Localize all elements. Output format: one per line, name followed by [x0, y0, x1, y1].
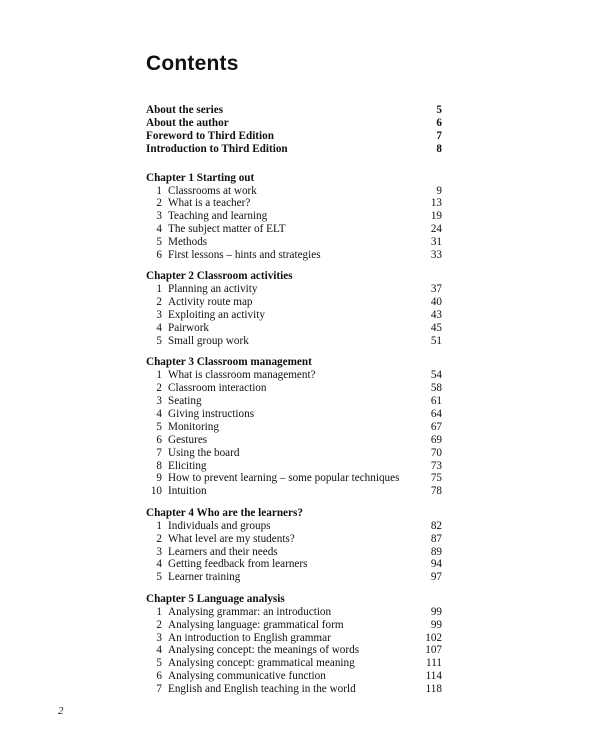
entry-title: Eliciting — [168, 459, 207, 472]
entry-label — [146, 185, 418, 198]
entry-title: Getting feedback from learners — [168, 558, 308, 571]
entry-title: Monitoring — [168, 420, 219, 433]
entry-label — [146, 460, 418, 473]
entry-page-number: 9 — [436, 184, 442, 197]
entry-page-number: 87 — [430, 532, 442, 545]
chapter-entry — [146, 533, 442, 546]
chapter-entry — [146, 632, 442, 645]
chapter-heading: Chapter 4 Who are the learners? — [146, 506, 303, 519]
chapter-heading: Chapter 3 Classroom management — [146, 356, 312, 369]
entry-title: What is a teacher? — [168, 197, 251, 210]
entry-number: 10 — [150, 485, 162, 498]
entry-title: Introduction to Third Edition — [146, 142, 288, 155]
entry-page-number: 61 — [430, 395, 442, 408]
entry-title: Activity route map — [168, 296, 253, 309]
chapter-entry — [146, 382, 442, 395]
entry-page-number: 8 — [436, 142, 442, 155]
entry-title: Learner training — [168, 571, 241, 584]
entry-number: 4 — [156, 223, 162, 236]
chapter-entry — [146, 197, 442, 210]
table-of-contents — [146, 104, 442, 704]
entry-number: 4 — [156, 322, 162, 335]
entry-page-number: 94 — [430, 558, 442, 571]
chapter-heading: Chapter 1 Starting out — [146, 171, 255, 184]
chapter-entry — [146, 395, 442, 408]
entry-label — [146, 382, 418, 395]
entry-label — [146, 533, 418, 546]
entry-page-number: 13 — [430, 197, 442, 210]
front-matter-list — [146, 104, 442, 156]
chapter-entry — [146, 520, 442, 533]
entry-number: 2 — [156, 532, 162, 545]
entry-number: 3 — [156, 545, 162, 558]
entry-number: 2 — [156, 618, 162, 631]
entry-title: Analysing communicative function — [168, 670, 326, 683]
front-matter-entry — [146, 117, 442, 130]
chapter-heading: Chapter 5 Language analysis — [146, 592, 285, 605]
entry-label — [146, 296, 418, 309]
entry-label — [146, 558, 418, 571]
entry-title: Foreword to Third Edition — [146, 129, 274, 142]
entry-number: 6 — [156, 670, 162, 683]
entry-title: Analysing grammar: an introduction — [168, 605, 332, 618]
entry-page-number: 5 — [436, 104, 442, 116]
entry-title: An introduction to English grammar — [168, 631, 331, 644]
entry-label — [146, 619, 418, 632]
entry-title: Giving instructions — [168, 408, 255, 421]
entry-page-number: 7 — [436, 129, 442, 142]
entry-label — [146, 520, 418, 533]
entry-label — [146, 249, 418, 262]
entry-label — [146, 657, 418, 670]
entry-number: 1 — [156, 184, 162, 197]
entry-label — [146, 236, 418, 249]
entry-title: Teaching and learning — [168, 210, 268, 223]
entry-number: 1 — [156, 283, 162, 296]
chapter-entry — [146, 408, 442, 421]
entry-page-number: 89 — [430, 545, 442, 558]
entry-label — [146, 606, 418, 619]
entry-title: About the author — [146, 116, 229, 129]
chapter-entry — [146, 644, 442, 657]
chapter-block — [146, 593, 442, 696]
entry-title: First lessons – hints and strategies — [168, 249, 321, 262]
entry-title: Gestures — [168, 433, 208, 446]
entry-page-number: 102 — [425, 631, 442, 644]
chapter-entry — [146, 683, 442, 696]
entry-number: 7 — [156, 446, 162, 459]
entry-number: 6 — [156, 433, 162, 446]
entry-label — [146, 210, 418, 223]
entry-number: 3 — [156, 210, 162, 223]
chapter-block — [146, 172, 442, 262]
entry-page-number: 67 — [430, 420, 442, 433]
entry-number: 9 — [156, 472, 162, 485]
entry-title: The subject matter of ELT — [168, 223, 286, 236]
chapter-entry — [146, 296, 442, 309]
chapter-list — [146, 172, 442, 696]
entry-number: 5 — [156, 657, 162, 670]
chapter-entry — [146, 447, 442, 460]
entry-number: 4 — [156, 408, 162, 421]
entry-page-number: 6 — [436, 116, 442, 129]
entry-number: 8 — [156, 459, 162, 472]
entry-number: 7 — [156, 683, 162, 696]
entry-page-number: 37 — [430, 283, 442, 296]
entry-label — [146, 408, 418, 421]
chapter-entry — [146, 335, 442, 348]
entry-label — [146, 421, 418, 434]
entry-title: Planning an activity — [168, 283, 258, 296]
chapter-entry — [146, 421, 442, 434]
entry-title: Analysing concept: grammatical meaning — [168, 657, 355, 670]
front-matter-entry — [146, 104, 442, 117]
entry-page-number: 24 — [430, 223, 442, 236]
entry-title: Small group work — [168, 334, 249, 347]
entry-title: Using the board — [168, 446, 240, 459]
entry-number: 2 — [156, 197, 162, 210]
entry-label — [146, 472, 418, 485]
entry-label — [146, 644, 418, 657]
entry-number: 2 — [156, 296, 162, 309]
chapter-entry — [146, 322, 442, 335]
entry-page-number: 114 — [425, 670, 442, 683]
entry-page-number: 118 — [425, 683, 442, 696]
entry-number: 5 — [156, 420, 162, 433]
entry-page-number: 111 — [426, 657, 442, 670]
entry-page-number: 31 — [430, 236, 442, 249]
chapter-entry — [146, 670, 442, 683]
footer-page-number: 2 — [58, 705, 64, 717]
entry-page-number: 99 — [430, 605, 442, 618]
entry-page-number: 70 — [430, 446, 442, 459]
entry-label — [146, 571, 418, 584]
entry-title: Intuition — [168, 485, 207, 498]
entry-title: Exploiting an activity — [168, 309, 265, 322]
chapter-entry — [146, 369, 442, 382]
chapter-entry — [146, 283, 442, 296]
entry-title: Pairwork — [168, 322, 210, 335]
entry-label — [146, 546, 418, 559]
entry-page-number: 69 — [430, 433, 442, 446]
entry-number: 3 — [156, 309, 162, 322]
chapter-entry — [146, 546, 442, 559]
entry-number: 2 — [156, 382, 162, 395]
entry-title: Learners and their needs — [168, 545, 278, 558]
chapter-block — [146, 356, 442, 498]
entry-label — [146, 670, 418, 683]
entry-number: 5 — [156, 334, 162, 347]
entry-title: Analysing language: grammatical form — [168, 618, 344, 631]
entry-page-number: 51 — [430, 334, 442, 347]
entry-title: English and English teaching in the world — [168, 683, 356, 696]
chapter-entry — [146, 460, 442, 473]
entry-number: 4 — [156, 558, 162, 571]
chapter-entry — [146, 657, 442, 670]
entry-title: Analysing concept: the meanings of words — [168, 644, 360, 657]
entry-title: What level are my students? — [168, 532, 295, 545]
entry-title: Individuals and groups — [168, 519, 271, 532]
entry-title: About the series — [146, 104, 224, 116]
entry-page-number: 43 — [430, 309, 442, 322]
entry-label — [146, 369, 418, 382]
entry-number: 4 — [156, 644, 162, 657]
entry-page-number: 78 — [430, 485, 442, 498]
entry-label — [146, 395, 418, 408]
entry-label — [146, 335, 418, 348]
entry-number: 5 — [156, 571, 162, 584]
entry-label — [146, 283, 418, 296]
entry-label — [146, 485, 418, 498]
chapter-entry — [146, 619, 442, 632]
entry-page-number: 107 — [425, 644, 442, 657]
chapter-entry — [146, 210, 442, 223]
entry-page-number: 19 — [430, 210, 442, 223]
chapter-entry — [146, 485, 442, 498]
chapter-block — [146, 270, 442, 347]
entry-page-number: 73 — [430, 459, 442, 472]
chapter-entry — [146, 472, 442, 485]
chapter-entry — [146, 571, 442, 584]
entry-page-number: 99 — [430, 618, 442, 631]
entry-title: What is classroom management? — [168, 369, 316, 382]
entry-page-number: 33 — [430, 249, 442, 262]
chapter-entry — [146, 223, 442, 236]
chapter-entry — [146, 606, 442, 619]
entry-label — [146, 197, 418, 210]
entry-number: 1 — [156, 519, 162, 532]
entry-number: 1 — [156, 605, 162, 618]
entry-page-number: 75 — [430, 472, 442, 485]
entry-page-number: 97 — [430, 571, 442, 584]
entry-label — [146, 223, 418, 236]
chapter-entry — [146, 434, 442, 447]
entry-number: 1 — [156, 369, 162, 382]
front-matter-entry — [146, 130, 442, 143]
entry-label — [146, 683, 418, 696]
entry-label — [146, 447, 418, 460]
entry-title: How to prevent learning – some popular techniques — [168, 472, 400, 485]
entry-page-number: 58 — [430, 382, 442, 395]
entry-title: Methods — [168, 236, 208, 249]
entry-label — [146, 434, 418, 447]
entry-label — [146, 309, 418, 322]
entry-number: 5 — [156, 236, 162, 249]
entry-label — [146, 632, 418, 645]
entry-title: Seating — [168, 395, 202, 408]
entry-title: Classroom interaction — [168, 382, 267, 395]
chapter-entry — [146, 236, 442, 249]
entry-number: 3 — [156, 631, 162, 644]
entry-page-number: 45 — [430, 322, 442, 335]
chapter-entry — [146, 309, 442, 322]
entry-label — [146, 322, 418, 335]
chapter-entry — [146, 249, 442, 262]
entry-title: Classrooms at work — [168, 184, 257, 197]
entry-page-number: 40 — [430, 296, 442, 309]
chapter-block — [146, 507, 442, 584]
chapter-entry — [146, 558, 442, 571]
chapter-heading: Chapter 2 Classroom activities — [146, 270, 293, 283]
entry-page-number: 54 — [430, 369, 442, 382]
entry-number: 6 — [156, 249, 162, 262]
page-title: Contents — [146, 52, 239, 75]
entry-page-number: 64 — [430, 408, 442, 421]
front-matter-entry — [146, 143, 442, 156]
chapter-entry — [146, 185, 442, 198]
entry-page-number: 82 — [430, 519, 442, 532]
entry-number: 3 — [156, 395, 162, 408]
